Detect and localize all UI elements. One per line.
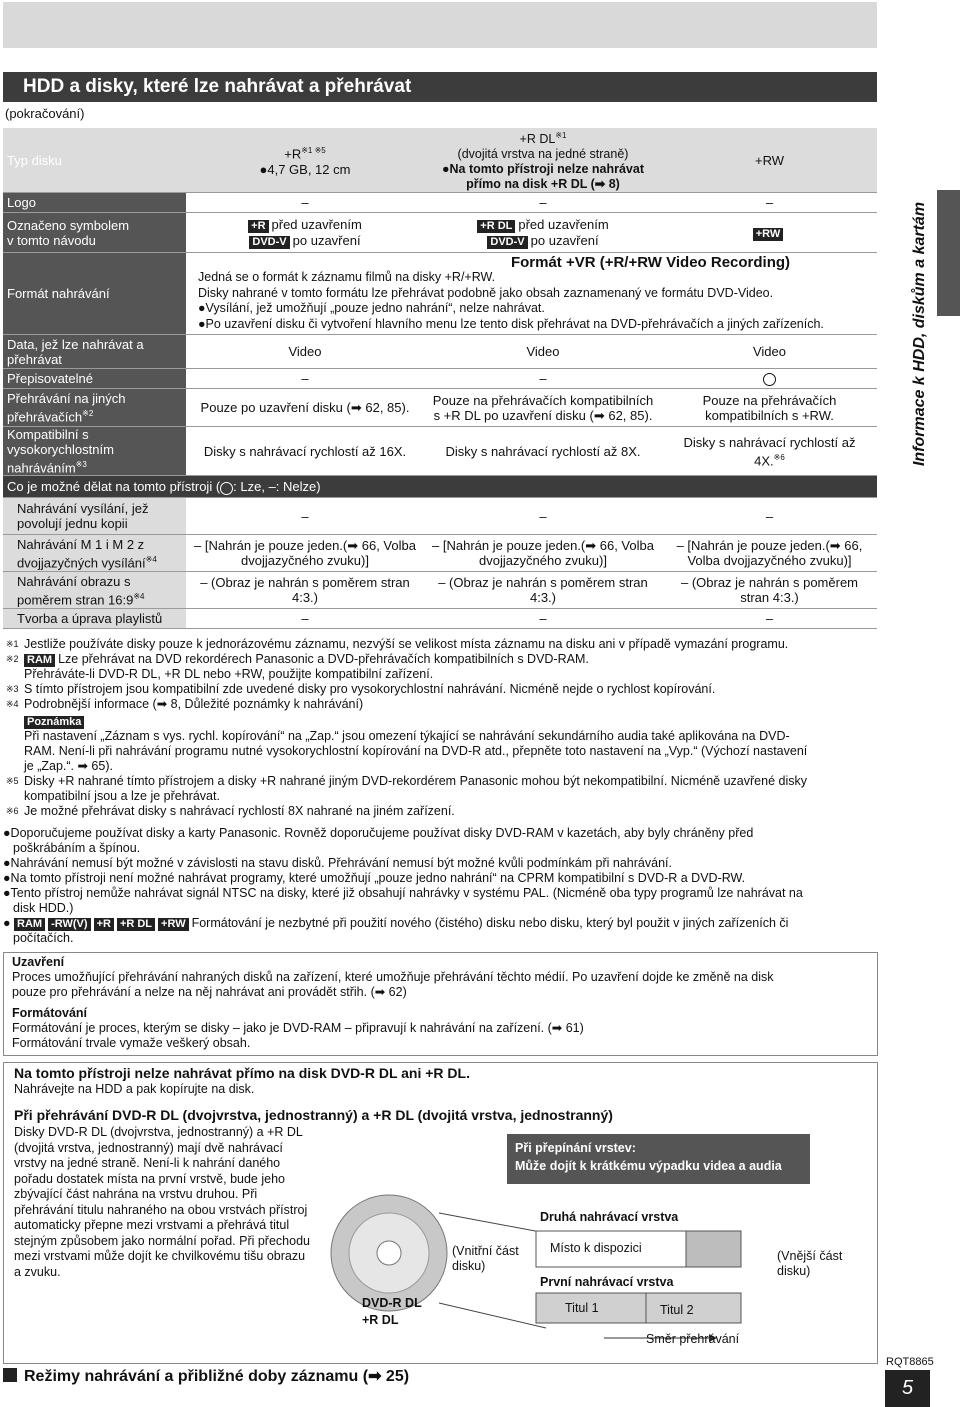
circle-icon	[220, 482, 233, 495]
dual-layer-body: Disky DVD-R DL (dvojvrstva, jednostranný) a +R DL (dvojitá vrstva, jednostranný) mají dvě nahrávací vrstvy na jedné straně. Není-li k nahrání daného pořadu dostatek místa na první vrstvě, bude jeho zbývající část nahrána na vrstvu druhou. Při přehrávání titulu nahraného na obou vrstvách přístroj automaticky přepne mezi vrstvami a přehrává titul stejným způsobem jako normální pořad. Při přechodu mezi vrstvami může dojít ke chvilkovému tišu obrazu a zvuku.	[14, 1125, 310, 1279]
cell: –	[186, 369, 424, 389]
capability-header: Co je možné dělat na tomto přístroji ( : Lze, –: Nelze)	[3, 476, 877, 498]
badge: +RW	[158, 918, 189, 931]
format-description: Formát +VR (+R/+RW Video Recording) Jedná se o formát k záznamu filmů na disky +R/+RW. Disky nahrané v tomto formátu lze přehrávat podobně jako obsah zaznamenaný ve formátu DVD-Video. ●Vysílání, jež umožňují „pouze jedno nahrání“, nelze nahrávat. ●Po uzavření disku či vytvoření hlavního menu lze tento disk přehrávat na DVD-přehrávačích a jiných zařízeních.	[186, 253, 877, 335]
row-label-disc-type: Typ disku	[3, 128, 186, 193]
section-title-bar	[3, 72, 877, 102]
doc-code: RQT8865	[886, 1356, 934, 1368]
footnotes: ※1 Jestliže používáte disky pouze k jednorázovému záznamu, nezvýší se velikost místa záznamu na disku ani v případě vymazání programu. ※2 RAM Lze přehrávat na DVD rekordérech Panasonic a DVD-přehrávačích kompatibilních s DVD-RAM. Přehráváte-li DVD-R DL, +R DL nebo +RW, použijte kompatibilní zařízení. ※3 S tímto přístrojem jsou kompatibilní zde uvedené disky pro vysokorychlostní nahrávání. Nicméně nejde o rychlost kopírování. ※4 Podrobnější informace (➡ 8, Důležité poznámky k nahrávání) Poznámka Při nastavení „Záznam s vys. rychl. kopírování“ na „Zap.“ jsou omezení týkající se nahrávání sekundárního audia také aplikována na DVD- RAM. Není-li při nahrávání programu nutné vysokorychlostní kopírování na DVD-R atd., přepněte toto nastavení na „Vyp.“ (Výchozí nastavení je „Zap.“. ➡ 65). ※5 Disky +R nahrané tímto přístrojem a disky +R nahrané jiným DVD-rekordérem Panasonic mohou být nekompatibilní. Nicméně uzavřené disky kompatibilní jsou a lze je přehrávat. ※6 Je možné přehrávat disky s nahrávací rychlostí 8X nahrané na jiném zařízení.	[6, 637, 808, 818]
section-link[interactable]: Režimy nahrávání a přibližné doby záznamu (➡ 25)	[24, 1368, 410, 1385]
notice-heading: Na tomto přístroji nelze nahrávat přímo na disk DVD-R DL ani +R DL.	[14, 1065, 470, 1081]
row-label-format: Formát nahrávání	[3, 253, 186, 335]
cell: – (Obraz je nahrán s poměrem stran 4:3.)	[662, 572, 877, 609]
badge: -RW(V)	[48, 918, 90, 931]
badge: DVD-V	[487, 236, 527, 249]
cell-plus-r: $+R^{※1 ※5}$ ●4,7 GB, 12 cm	[186, 128, 424, 193]
dual-layer-box	[3, 1062, 878, 1364]
badge: +R	[248, 220, 268, 233]
outer-label: (Vnější část disku)	[777, 1249, 843, 1278]
cell: – [Nahrán je pouze jeden.(➡ 66, Volba dvojjazyčného zvuku)]	[186, 535, 424, 572]
badge: +R DL	[117, 918, 155, 931]
cell: –	[662, 609, 877, 629]
dual-layer-heading: Při přehrávání DVD-R DL (dvojvrstva, jednostranný) a +R DL (dvojitá vrstva, jednostranný)	[14, 1107, 613, 1123]
title2-label: Titul 2	[660, 1303, 694, 1317]
layer2-used-space	[686, 1231, 741, 1267]
badge: +RW	[753, 228, 784, 241]
badge: DVD-V	[249, 236, 289, 249]
cell: –	[186, 193, 424, 213]
cell: Pouze po uzavření disku (➡ 62, 85).	[186, 389, 424, 427]
layer1-label: První nahrávací vrstva	[540, 1275, 674, 1289]
cell: +R před uzavřením DVD-V po uzavření	[186, 213, 424, 253]
cell-plus-rw: +RW	[662, 128, 877, 193]
cell	[662, 369, 877, 389]
cell: –	[424, 193, 662, 213]
cell: Disky s nahrávací rychlostí až 16X.	[186, 427, 424, 476]
cell: Disky s nahrávací rychlostí až 4X.$^{※6}$	[662, 427, 877, 476]
badge: RAM	[24, 654, 55, 667]
title1-label: Titul 1	[565, 1301, 599, 1315]
cell-plus-r-dl: +R DL$^{※1}$ (dvojitá vrstva na jedné straně) ●Na tomto přístroji nelze nahrávat přímo na disk +R DL (➡ 8)	[424, 128, 662, 193]
row-label-playlist: Tvorba a úprava playlistů	[3, 609, 186, 629]
side-tab-marker	[937, 190, 960, 316]
free-space-label: Místo k dispozici	[550, 1241, 642, 1255]
row-label-bilingual: Nahrávání M 1 i M 2 z dvojjazyčných vysílání$^{※4}$	[3, 535, 186, 572]
row-label-broadcast: Nahrávání vysílání, jež povolují jednu kopii	[3, 498, 186, 535]
circle-icon	[763, 373, 776, 386]
top-banner	[3, 2, 877, 48]
row-label-aspect: Nahrávání obrazu s poměrem stran 16:9$^{※4}$	[3, 572, 186, 609]
badge: RAM	[14, 918, 45, 931]
cell: – [Nahrán je pouze jeden.(➡ 66, Volba dvojjazyčného zvuku)]	[424, 535, 662, 572]
row-label-data: Data, jež lze nahrávat a přehrávat	[3, 335, 186, 369]
cell	[662, 213, 877, 253]
cell: –	[424, 369, 662, 389]
cell: Pouze na přehrávačích kompatibilních s +RW.	[662, 389, 877, 427]
cell: Pouze na přehrávačích kompatibilních s +R DL po uzavření disku (➡ 62, 85).	[424, 389, 662, 427]
cell: – (Obraz je nahrán s poměrem stran 4:3.)	[186, 572, 424, 609]
note-badge: Poznámka	[24, 716, 84, 729]
cell: Video	[424, 335, 662, 369]
layer-switch-callout: Při přepínání vrstev: Může dojít k krátkému výpadku videa a audia	[507, 1134, 810, 1184]
cell: –	[662, 193, 877, 213]
layer2-label: Druhá nahrávací vrstva	[540, 1210, 679, 1224]
badge: +R DL	[477, 220, 515, 233]
row-label-high-speed: Kompatibilní s vysokorychlostním nahráváním$^{※3}$	[3, 427, 186, 476]
row-label-logo: Logo	[3, 193, 186, 213]
disc-label: DVD-R DL +R DL	[362, 1296, 422, 1327]
page-title: HDD a disky, které lze nahrávat a přehrávat	[23, 76, 412, 97]
row-label-rewritable: Přepisovatelné	[3, 369, 186, 389]
cell: Video	[662, 335, 877, 369]
square-bullet-icon	[3, 1368, 17, 1382]
page-number: 5	[885, 1370, 930, 1407]
side-tab-label: Informace k HDD, diskům a kartám	[911, 201, 928, 467]
row-label-playback: Přehrávání na jiných přehrávačích$^{※2}$	[3, 389, 186, 427]
direction-label: Směr přehrávání	[646, 1332, 740, 1346]
bullet-list: ●Doporučujeme používat disky a karty Panasonic. Rovněž doporučujeme používat disky DVD-RAM v kazetách, aby byly chráněny před poškrábáním a špínou. ●Nahrávání nemusí být možné v závislosti na stavu disků. Přehrávání nemusí být možné kvůli podmínkám při nahrávání. ●Na tomto přístroji není možné nahrávat programy, které umožňují „pouze jedno nahrání“ na CPRM kompatibilní s DVD-R a DVD-RW. ●Tento přístroj nemůže nahrávat signál NTSC na disky, které již obsahují nahrávky v systému PAL. (Nicméně oba typy programů lze nahrávat na disk HDD.) ● RAM -RW(V) +R +R DL +RW Formátování je nezbytné při použití nového (čistého) disku nebo disku, který byl použit v jiných zařízeních či počítačích.	[3, 826, 803, 945]
connector-line	[439, 1303, 546, 1328]
cell: Video	[186, 335, 424, 369]
disc-icon	[331, 1195, 447, 1311]
definitions-box: Uzavření Proces umožňující přehrávání nahraných disků na zařízení, které umožňuje přehrávání těchto médií. Po uzavření dojde ke změně na disk pouze pro přehrávání a nelze na něj nahrávat ani provádět střih. (➡ 62) Formátování Formátování je proces, kterým se disky – jako je DVD-RAM – připravují k nahrávání na zařízení. (➡ 61) Formátování trvale vymaže veškerý obsah.	[3, 952, 878, 1056]
cell: –	[424, 498, 662, 535]
page-subtitle: (pokračování)	[5, 106, 85, 121]
disc-table	[3, 128, 877, 629]
cell: – (Obraz je nahrán s poměrem stran 4:3.)	[424, 572, 662, 609]
cell: –	[186, 498, 424, 535]
badge: +R	[94, 918, 114, 931]
cell: –	[424, 609, 662, 629]
cell: – [Nahrán je pouze jeden.(➡ 66, Volba dvojjazyčného zvuku)]	[662, 535, 877, 572]
cell: Disky s nahrávací rychlostí až 8X.	[424, 427, 662, 476]
cell: –	[186, 609, 424, 629]
cell: –	[662, 498, 877, 535]
notice-text: Nahrávejte na HDD a pak kopírujte na disk.	[14, 1082, 255, 1096]
cell: +R DL před uzavřením DVD-V po uzavření	[424, 213, 662, 253]
connector-line	[439, 1213, 546, 1233]
row-label-symbol: Označeno symbolem v tomto návodu	[3, 213, 186, 253]
inner-label: (Vnitřní část disku)	[452, 1244, 519, 1273]
